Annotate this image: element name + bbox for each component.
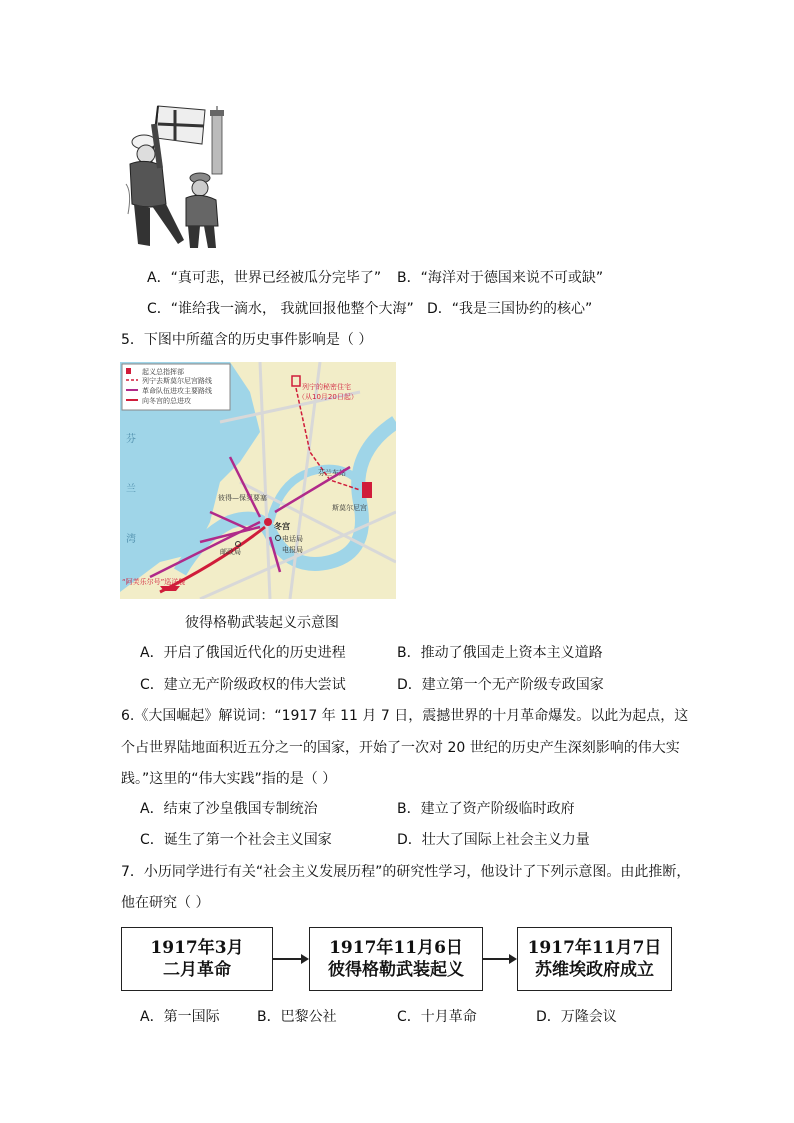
map-legend-final-assault: 向冬宫的总进攻: [142, 397, 191, 405]
map-label-gulf-1: 芬: [126, 434, 136, 445]
q6-option-c[interactable]: C．诞生了第一个社会主义国家: [140, 832, 332, 848]
q4-option-a[interactable]: A．“真可悲，世界已经被瓜分完毕了”: [147, 270, 382, 286]
map-label-telegraph: 电报局: [282, 546, 303, 554]
q7-option-c[interactable]: C．十月革命: [397, 1009, 477, 1025]
q7-option-a[interactable]: A．第一国际: [140, 1009, 220, 1025]
map-label-smolny: 斯莫尔尼宫: [332, 504, 367, 512]
q6-stem-line-1: 6.《大国崛起》解说词：“1917 年 11 月 7 日，震撼世界的十月革命爆发。以此为起点，这: [121, 708, 689, 724]
sailors-illustration: [120, 104, 230, 254]
map-legend-hq: 起义总指挥部: [142, 368, 184, 376]
q5-option-b[interactable]: B．推动了俄国走上资本主义道路: [397, 645, 603, 661]
timeline-box-event: 苏维埃政府成立: [535, 960, 654, 980]
map-legend-lenin-route: 列宁去斯莫尔尼宫路线: [142, 377, 212, 385]
timeline-box-date: 1917年3月: [150, 938, 244, 958]
q4-option-b[interactable]: B．“海洋对于德国来说不可或缺”: [397, 270, 604, 286]
timeline-arrow-2: [483, 958, 515, 960]
map-label-finland-station: 芬兰车站: [318, 469, 346, 477]
map-label-gulf-3: 湾: [126, 534, 136, 545]
q4-option-c[interactable]: C．“谁给我一滴水， 我就回报他整个大海”: [147, 301, 414, 317]
q5-option-c[interactable]: C．建立无产阶级政权的伟大尝试: [140, 677, 346, 693]
timeline-box-event: 彼得格勒武装起义: [328, 960, 464, 980]
q7-option-b[interactable]: B．巴黎公社: [257, 1009, 337, 1025]
q6-stem-line-2: 个占世界陆地面积近五分之一的国家，开始了一次对 20 世纪的历史产生深刻影响的伟大实: [121, 740, 680, 756]
map-label-lenin-house: 列宁的秘密住宅: [302, 383, 351, 391]
q7-stem-line-1: 7．小历同学进行有关“社会主义发展历程”的研究性学习，他设计了下列示意图。由此推断，: [121, 864, 691, 880]
q4-option-d[interactable]: D．“我是三国协约的核心”: [427, 301, 593, 317]
q7-option-d[interactable]: D．万隆会议: [536, 1009, 617, 1025]
q6-option-b[interactable]: B．建立了资产阶级临时政府: [397, 801, 575, 817]
map-label-lenin-house-note: （从10月20日起）: [298, 393, 358, 401]
timeline-box-event: 二月革命: [163, 960, 231, 980]
q5-option-a[interactable]: A．开启了俄国近代化的历史进程: [140, 645, 346, 661]
map-legend-attack-routes: 革命队伍进攻主要路线: [142, 387, 212, 395]
q6-option-d[interactable]: D．壮大了国际上社会主义力量: [397, 832, 590, 848]
q5-option-d[interactable]: D．建立第一个无产阶级专政国家: [397, 677, 604, 693]
map-label-telephone: 电话局: [282, 535, 303, 543]
timeline-box-date: 1917年11月7日: [527, 938, 662, 958]
timeline-arrow-1: [273, 958, 307, 960]
map-label-aurora: “阿芙乐尔号”巡洋舰: [122, 578, 186, 586]
petrograd-map: [120, 362, 396, 599]
timeline-box-date: 1917年11月6日: [329, 938, 463, 958]
q7-stem-line-2: 他在研究（ ）: [121, 895, 210, 911]
q5-stem: 5．下图中所蕴含的历史事件影响是（ ）: [121, 332, 373, 348]
q6-stem-line-3: 践。”这里的“伟大实践”指的是（ ）: [121, 771, 337, 787]
timeline-box-uprising: [309, 927, 483, 991]
timeline-box-soviet-government: [517, 927, 672, 991]
map-caption: 彼得格勒武装起义示意图: [185, 615, 339, 631]
timeline-box-february: [121, 927, 273, 991]
map-label-winter-palace: 冬宫: [274, 522, 290, 531]
map-label-fortress: 彼得—保罗要塞: [218, 494, 267, 502]
map-label-gulf-2: 兰: [126, 484, 136, 495]
q6-option-a[interactable]: A．结束了沙皇俄国专制统治: [140, 801, 318, 817]
map-label-post: 邮政局: [220, 548, 241, 556]
